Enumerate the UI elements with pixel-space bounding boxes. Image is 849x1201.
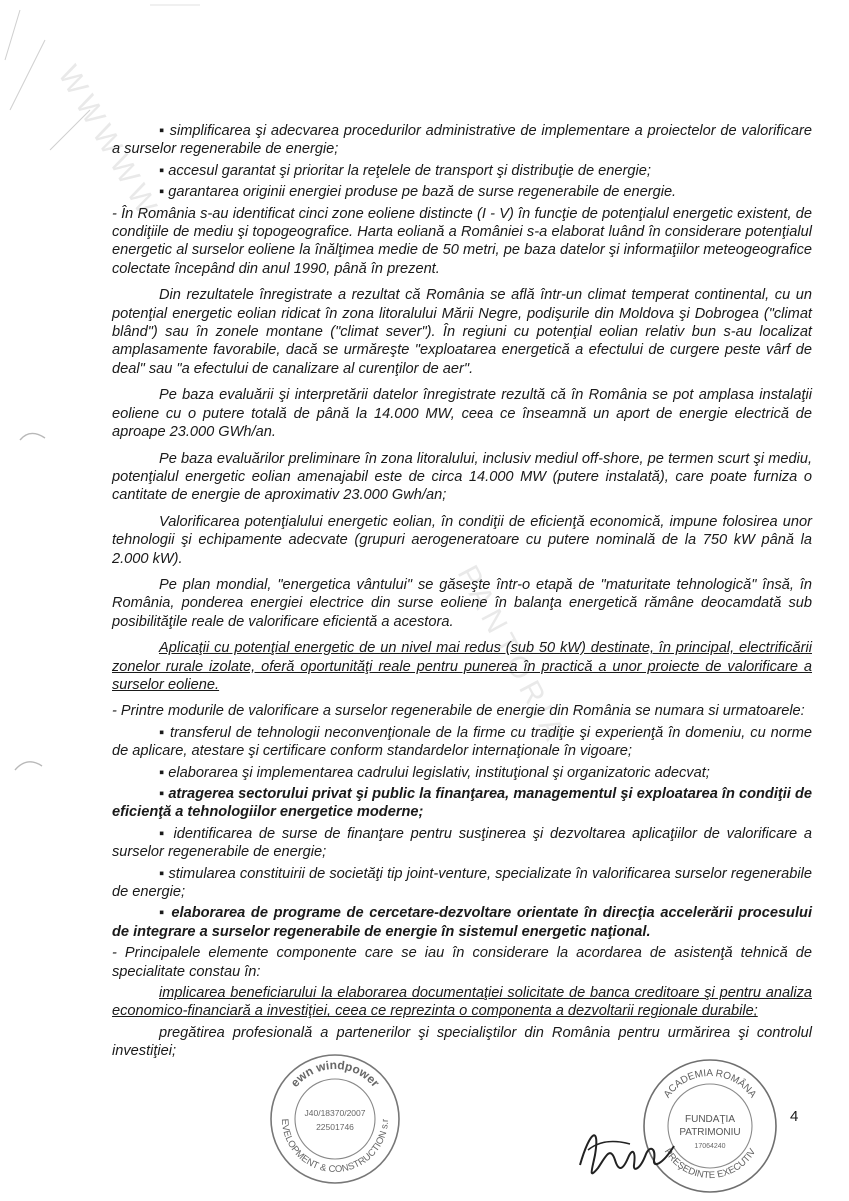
- paragraph: ▪ accesul garantat şi prioritar la reţelele de transport şi distribuţie de energie;: [159, 162, 651, 179]
- paragraph: ▪ atragerea sectorului privat şi public la finanţarea, managementul şi exploatarea în condiţii de eficienţă a tehnologiilor energetice moderne;: [112, 786, 812, 821]
- paragraph: Pe plan mondial, "energetica vântului" se găseşte într-o etapă de "maturitate tehnologică" însă, în România, ponderea energiei electrice din surse eoliene în balanţa energetică rămâne deocamdată sub posibilităţile reale de valorificare eficientă a acestora.: [112, 576, 812, 630]
- company-stamp: [268, 1052, 402, 1186]
- paragraph: implicarea beneficiarului la elaborarea documentaţiei solicitate de banca creditoare şi pentru analiza economico-financiară a investiţiei, ceea ce reprezinta o componenta a dezvoltarii regionale durabile;: [112, 985, 812, 1020]
- paragraph: Pe baza evaluării şi interpretării datelor înregistrate rezultă că în România se pot amplasa instalaţii eoliene cu o putere totală de până la 14.000 MW, ceea ce înseamnă un aport de energie electrică de aproape 23.000 GWh/an.: [112, 387, 812, 441]
- paragraph: ▪ transferul de tehnologii neconvenţionale de la firme cu tradiţie şi experienţă în domeniu, cu norme de aplicare, atestare şi certificare conform standardelor internaţionale în vigoare;: [112, 724, 812, 760]
- stamp-cui: 22501746: [316, 1122, 354, 1132]
- paragraph: Din rezultatele înregistrate a rezultat că România se află într-un climat temperat continental, cu un potenţial energetic eolian ridicat în zona litoralului Mării Negre, podişurile din Moldova şi Dobrogea ("climat blând") sau în zonele montane ("climat sever"). În regiuni cu potenţial eolian relativ bun s-au localizat amplasamente favorabile, dacă se urmăreşte "exploatarea energetică a efectului de curgere peste vârf de deal" sau "a efectului de canalizare al curenţilor de aer".: [112, 287, 812, 377]
- paragraph: ▪ elaborarea de programe de cercetare-dezvoltare orientate în direcţia accelerării procesului de integrare a surselor regenerabile de energie în sistemul energetic naţional.: [112, 905, 812, 940]
- paragraph: - Printre modurile de valorificare a surselor regenerabile de energie din România se numara si urmatoarele:: [112, 703, 805, 720]
- stamp-code: 17064240: [694, 1143, 726, 1150]
- stamp-top-text: ACADEMIA ROMÂNA: [661, 1067, 759, 1101]
- paragraph: ▪ identificarea de surse de finanţare pentru susţinerea şi dezvoltarea aplicaţiilor de valorificare a surselor regenerabile de energie;: [112, 825, 812, 861]
- paragraph: - Principalele elemente componente care se iau în considerare la acordarea de asistenţă tehnică de specialitate constau în:: [112, 945, 812, 980]
- signature: [570, 1110, 690, 1190]
- paragraph: ▪ garantarea originii energiei produse pe bază de surse regenerabile de energie.: [159, 184, 677, 201]
- stamp-reg-no: J40/18370/2007: [304, 1108, 366, 1118]
- stamp-line1: FUNDAŢIA: [685, 1114, 735, 1125]
- watermark: WWWWW: [51, 60, 166, 226]
- stamp-top-text: ewn windpower: [287, 1057, 383, 1090]
- paragraph: - În România s-au identificat cinci zone eoliene distincte (I - V) în funcţie de potenţialul energetic existent, de condiţiile de mediu şi topogeografice. Harta eoliană a României s-a elaborat luând în considerare potenţialul energetic al surselor eoliene la înălţimea medie de 50 metri, pe baza datelor şi informaţiilor meteogeografice colectate începând din anul 1990, până în prezent.: [112, 205, 812, 277]
- page-number: 4: [790, 1108, 799, 1125]
- paragraph: ▪ simplificarea şi adecvarea procedurilor administrative de implementare a proiectelor de valorificare a surselor regenerabile de energie;: [112, 123, 812, 158]
- paragraph: pregătirea profesională a partenerilor şi specialiştilor din România pentru urmărirea şi controlul investiţiei;: [112, 1024, 812, 1060]
- paragraph: Aplicaţii cu potenţial energetic de un nivel mai redus (sub 50 kW) destinate, în principal, electrificării zonelor rurale izolate, oferă oportunităţi reale pentru punerea în practică a unor proiecte de valorificare a surselor eoliene.: [112, 640, 812, 693]
- paragraph: ▪ stimularea constituirii de societăţi tip joint-venture, specializate în valorificarea surselor regenerabile de energie;: [112, 865, 812, 901]
- svg-text:ewn windpower: [288, 1058, 383, 1090]
- stamp-bottom-text: EVELOPMENT & CONSTRUCTION s.r: [278, 1118, 392, 1176]
- paragraph: ▪ elaborarea şi implementarea cadrului legislativ, instituţional şi organizatoric adecvat;: [159, 764, 710, 781]
- stamp-bottom-text: PREŞEDINTE EXECUTIV: [661, 1146, 759, 1182]
- watermark: PANTORIA: [450, 560, 574, 751]
- paragraph: Pe baza evaluărilor preliminare în zona litoralului, inclusiv mediul off-shore, pe termen scurt şi mediu, potenţialul energetic eolian amenajabil este de circa 14.000 MW (putere instalată), care poate furniza o cantitate de energie de aproximativ 23.000 Gwh/an;: [112, 450, 812, 504]
- paragraph: Valorificarea potenţialului energetic eolian, în condiţii de eficienţă economică, impune folosirea unor tehnologii şi echipamente adecvate (grupuri aerogeneratoare cu putere nominală de la 750 kW până la 2.000 kW).: [112, 513, 812, 567]
- stamp-line2: PATRIMONIU: [679, 1127, 741, 1138]
- document-body: [112, 122, 812, 1069]
